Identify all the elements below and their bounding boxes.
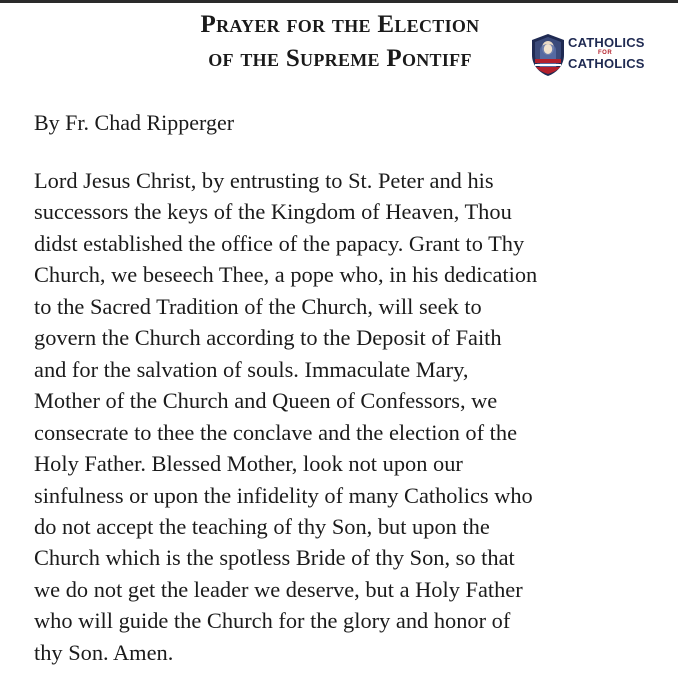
catholics-for-catholics-logo xyxy=(530,33,650,81)
logo-line-1: CATHOLICS xyxy=(568,35,645,50)
prayer-line: Church, we beseech Thee, a pope who, in his dedication xyxy=(34,262,538,288)
page-title xyxy=(150,8,530,76)
prayer-line: sinfulness or upon the infidelity of many Catholics who xyxy=(34,482,533,508)
prayer-line: do not accept the teaching of thy Son, but upon the xyxy=(34,513,490,539)
prayer-line: and for the salvation of souls. Immaculate Mary, xyxy=(34,356,469,382)
prayer-line: thy Son. Amen. xyxy=(34,639,174,665)
virgin-mary-shield-icon xyxy=(530,33,566,77)
prayer-text xyxy=(34,165,674,668)
author-byline: By Fr. Chad Ripperger xyxy=(34,110,235,135)
prayer-line: consecrate to thee the conclave and the election of the xyxy=(34,419,518,445)
prayer-line: govern the Church according to the Deposit of Faith xyxy=(34,325,502,351)
top-border xyxy=(0,0,678,3)
prayer-line: didst established the office of the papacy. Grant to Thy xyxy=(34,230,525,256)
logo-wordmark xyxy=(568,36,645,70)
prayer-line: Holy Father. Blessed Mother, look not upon our xyxy=(34,451,463,477)
prayer-line: Church which is the spotless Bride of thy Son, so that xyxy=(34,545,515,571)
prayer-line: Lord Jesus Christ, by entrusting to St. Peter and his xyxy=(34,168,494,193)
logo-line-3: CATHOLICS xyxy=(568,56,645,71)
prayer-line: we do not get the leader we deserve, but a Holy Father xyxy=(34,576,523,602)
title-line-1: Prayer for the Election xyxy=(200,11,480,38)
prayer-line: who will guide the Church for the glory and honor of xyxy=(34,608,511,634)
prayer-line: to the Sacred Tradition of the Church, will seek to xyxy=(34,293,482,319)
prayer-line: successors the keys of the Kingdom of Heaven, Thou xyxy=(34,199,512,225)
prayer-line: Mother of the Church and Queen of Confessors, we xyxy=(34,388,498,414)
title-line-2: of the Supreme Pontiff xyxy=(208,45,472,72)
logo-line-2: FOR xyxy=(598,50,613,56)
